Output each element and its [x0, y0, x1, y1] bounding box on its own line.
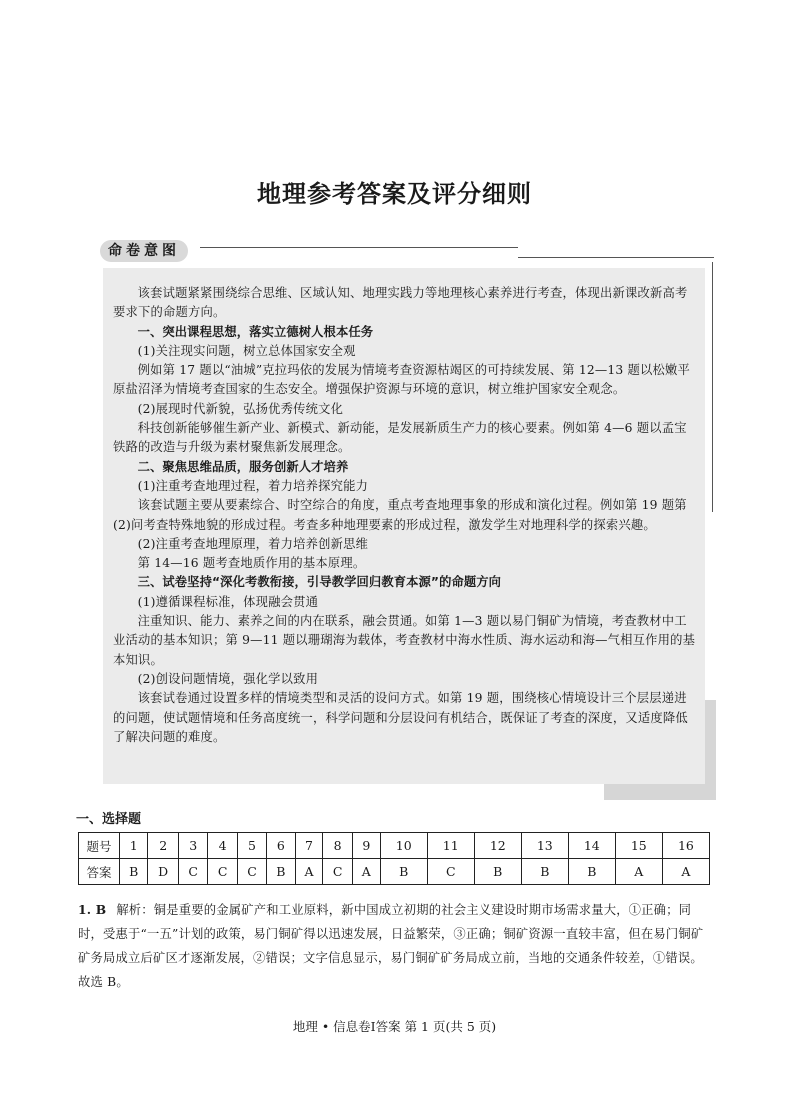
question-number-cell: 7	[295, 833, 323, 859]
intent-badge: 命卷意图	[100, 240, 188, 262]
section-heading: 三、试卷坚持“深化考教衔接，引导教学回归教育本源”的命题方向	[137, 575, 502, 590]
answer-cell: B	[521, 859, 568, 885]
row-label: 题号	[79, 833, 120, 859]
question-number-cell: 3	[179, 833, 208, 859]
answer-cell: C	[427, 859, 474, 885]
paragraph: 科技创新能够催生新产业、新模式、新动能，是发展新质生产力的核心要素。例如第 4—6 题以孟宝铁路的改造与升级为素材聚焦新发展理念。	[113, 421, 687, 455]
answer-cell: C	[323, 859, 352, 885]
question-number-cell: 15	[615, 833, 662, 859]
question-number-cell: 9	[352, 833, 380, 859]
question-number: 1. B	[78, 902, 107, 917]
paragraph: 例如第 17 题以“油城”克拉玛依的发展为情境考查资源枯竭区的可持续发展、第 12—13 题以松嫩平原盐沼泽为情境考查国家的生态安全。增强保护资源与环境的意识，树立维护国家安全观念。	[113, 363, 691, 397]
answer-cell: C	[208, 859, 237, 885]
answer-cell: B	[568, 859, 615, 885]
question-number-cell: 16	[662, 833, 709, 859]
question-number-cell: 6	[267, 833, 295, 859]
paragraph: 第 14—16 题考查地质作用的基本原理。	[137, 556, 366, 571]
paragraph: (2)展现时代新貌，弘扬优秀传统文化	[137, 401, 344, 416]
paragraph: (1)关注现实问题，树立总体国家安全观	[137, 343, 356, 358]
table-row	[79, 833, 710, 859]
paragraph: 该套试卷通过设置多样的情境类型和灵活的设问方式。如第 19 题，围绕核心情境设计三个层层递进的问题，使试题情境和任务高度统一，科学问题和分层设问有机结合，既保证了考查的深度，又适度降低了解决问题的难度。	[113, 691, 688, 744]
answer-cell: A	[662, 859, 709, 885]
question-number-cell: 4	[208, 833, 237, 859]
row-label: 答案	[79, 859, 120, 885]
answer-cell: A	[615, 859, 662, 885]
paragraph: 注重知识、能力、素养之间的内在联系，融会贯通。如第 1—3 题以易门铜矿为情境，考查教材中工业活动的基本知识；第 9—11 题以珊瑚海为载体，考查教材中海水性质、海水运动和海—气相互作用的基本知识。	[113, 614, 696, 667]
divider	[518, 257, 714, 258]
answer-cell: B	[120, 859, 148, 885]
section-title: 一、选择题	[76, 812, 142, 827]
paragraph: 该套试题主要从要素综合、时空综合的角度，重点考查地理事象的形成和演化过程。例如第 19 题第(2)问考查特殊地貌的形成过程。考查多种地理要素的形成过程，激发学生对地理科学的探索兴趣。	[113, 498, 687, 532]
question-number-cell: 2	[148, 833, 179, 859]
section-heading: 二、聚焦思维品质，服务创新人才培养	[137, 459, 349, 474]
explanation-text: 解析：铜是重要的金属矿产和工业原料，新中国成立初期的社会主义建设时期市场需求量大，①正确；同时，受惠于“一五”计划的政策，易门铜矿得以迅速发展，日益繁荣，③正确；铜矿资源一直较丰富，但在易门铜矿矿务局成立后矿区才逐渐发展，②错误；文字信息显示，易门铜矿矿务局成立前，当地的交通条件较差，①错误。故选 B。	[78, 903, 704, 989]
explanation	[78, 898, 710, 994]
question-number-cell: 8	[323, 833, 352, 859]
question-number-cell: 11	[427, 833, 474, 859]
answer-cell: A	[295, 859, 323, 885]
table-row	[79, 859, 710, 885]
answer-cell: C	[237, 859, 266, 885]
answer-cell: B	[267, 859, 295, 885]
question-number-cell: 1	[120, 833, 148, 859]
page-footer: 地理 • 信息卷Ⅰ答案 第 1 页(共 5 页)	[292, 1019, 497, 1034]
question-number-cell: 13	[521, 833, 568, 859]
paragraph: (1)遵循课程标准，体现融会贯通	[137, 594, 319, 609]
answer-table	[78, 832, 710, 885]
section-heading: 一、突出课程思想，落实立德树人根本任务	[137, 324, 374, 339]
answer-cell: D	[148, 859, 179, 885]
page-title: 地理参考答案及评分细则	[257, 180, 532, 208]
intent-content	[113, 284, 699, 747]
paragraph: (1)注重考查地理过程，着力培养探究能力	[137, 478, 369, 493]
divider	[712, 262, 713, 512]
divider	[200, 247, 518, 248]
answer-cell: B	[380, 859, 427, 885]
answer-cell: B	[474, 859, 521, 885]
answer-cell: C	[179, 859, 208, 885]
question-number-cell: 5	[237, 833, 266, 859]
question-number-cell: 10	[380, 833, 427, 859]
paragraph: 该套试题紧紧围绕综合思维、区域认知、地理实践力等地理核心素养进行考查，体现出新课改新高考要求下的命题方向。	[113, 286, 688, 320]
answer-cell: A	[352, 859, 380, 885]
paragraph: (2)创设问题情境，强化学以致用	[137, 671, 319, 686]
question-number-cell: 12	[474, 833, 521, 859]
paragraph: (2)注重考查地理原理，着力培养创新思维	[137, 536, 369, 551]
question-number-cell: 14	[568, 833, 615, 859]
